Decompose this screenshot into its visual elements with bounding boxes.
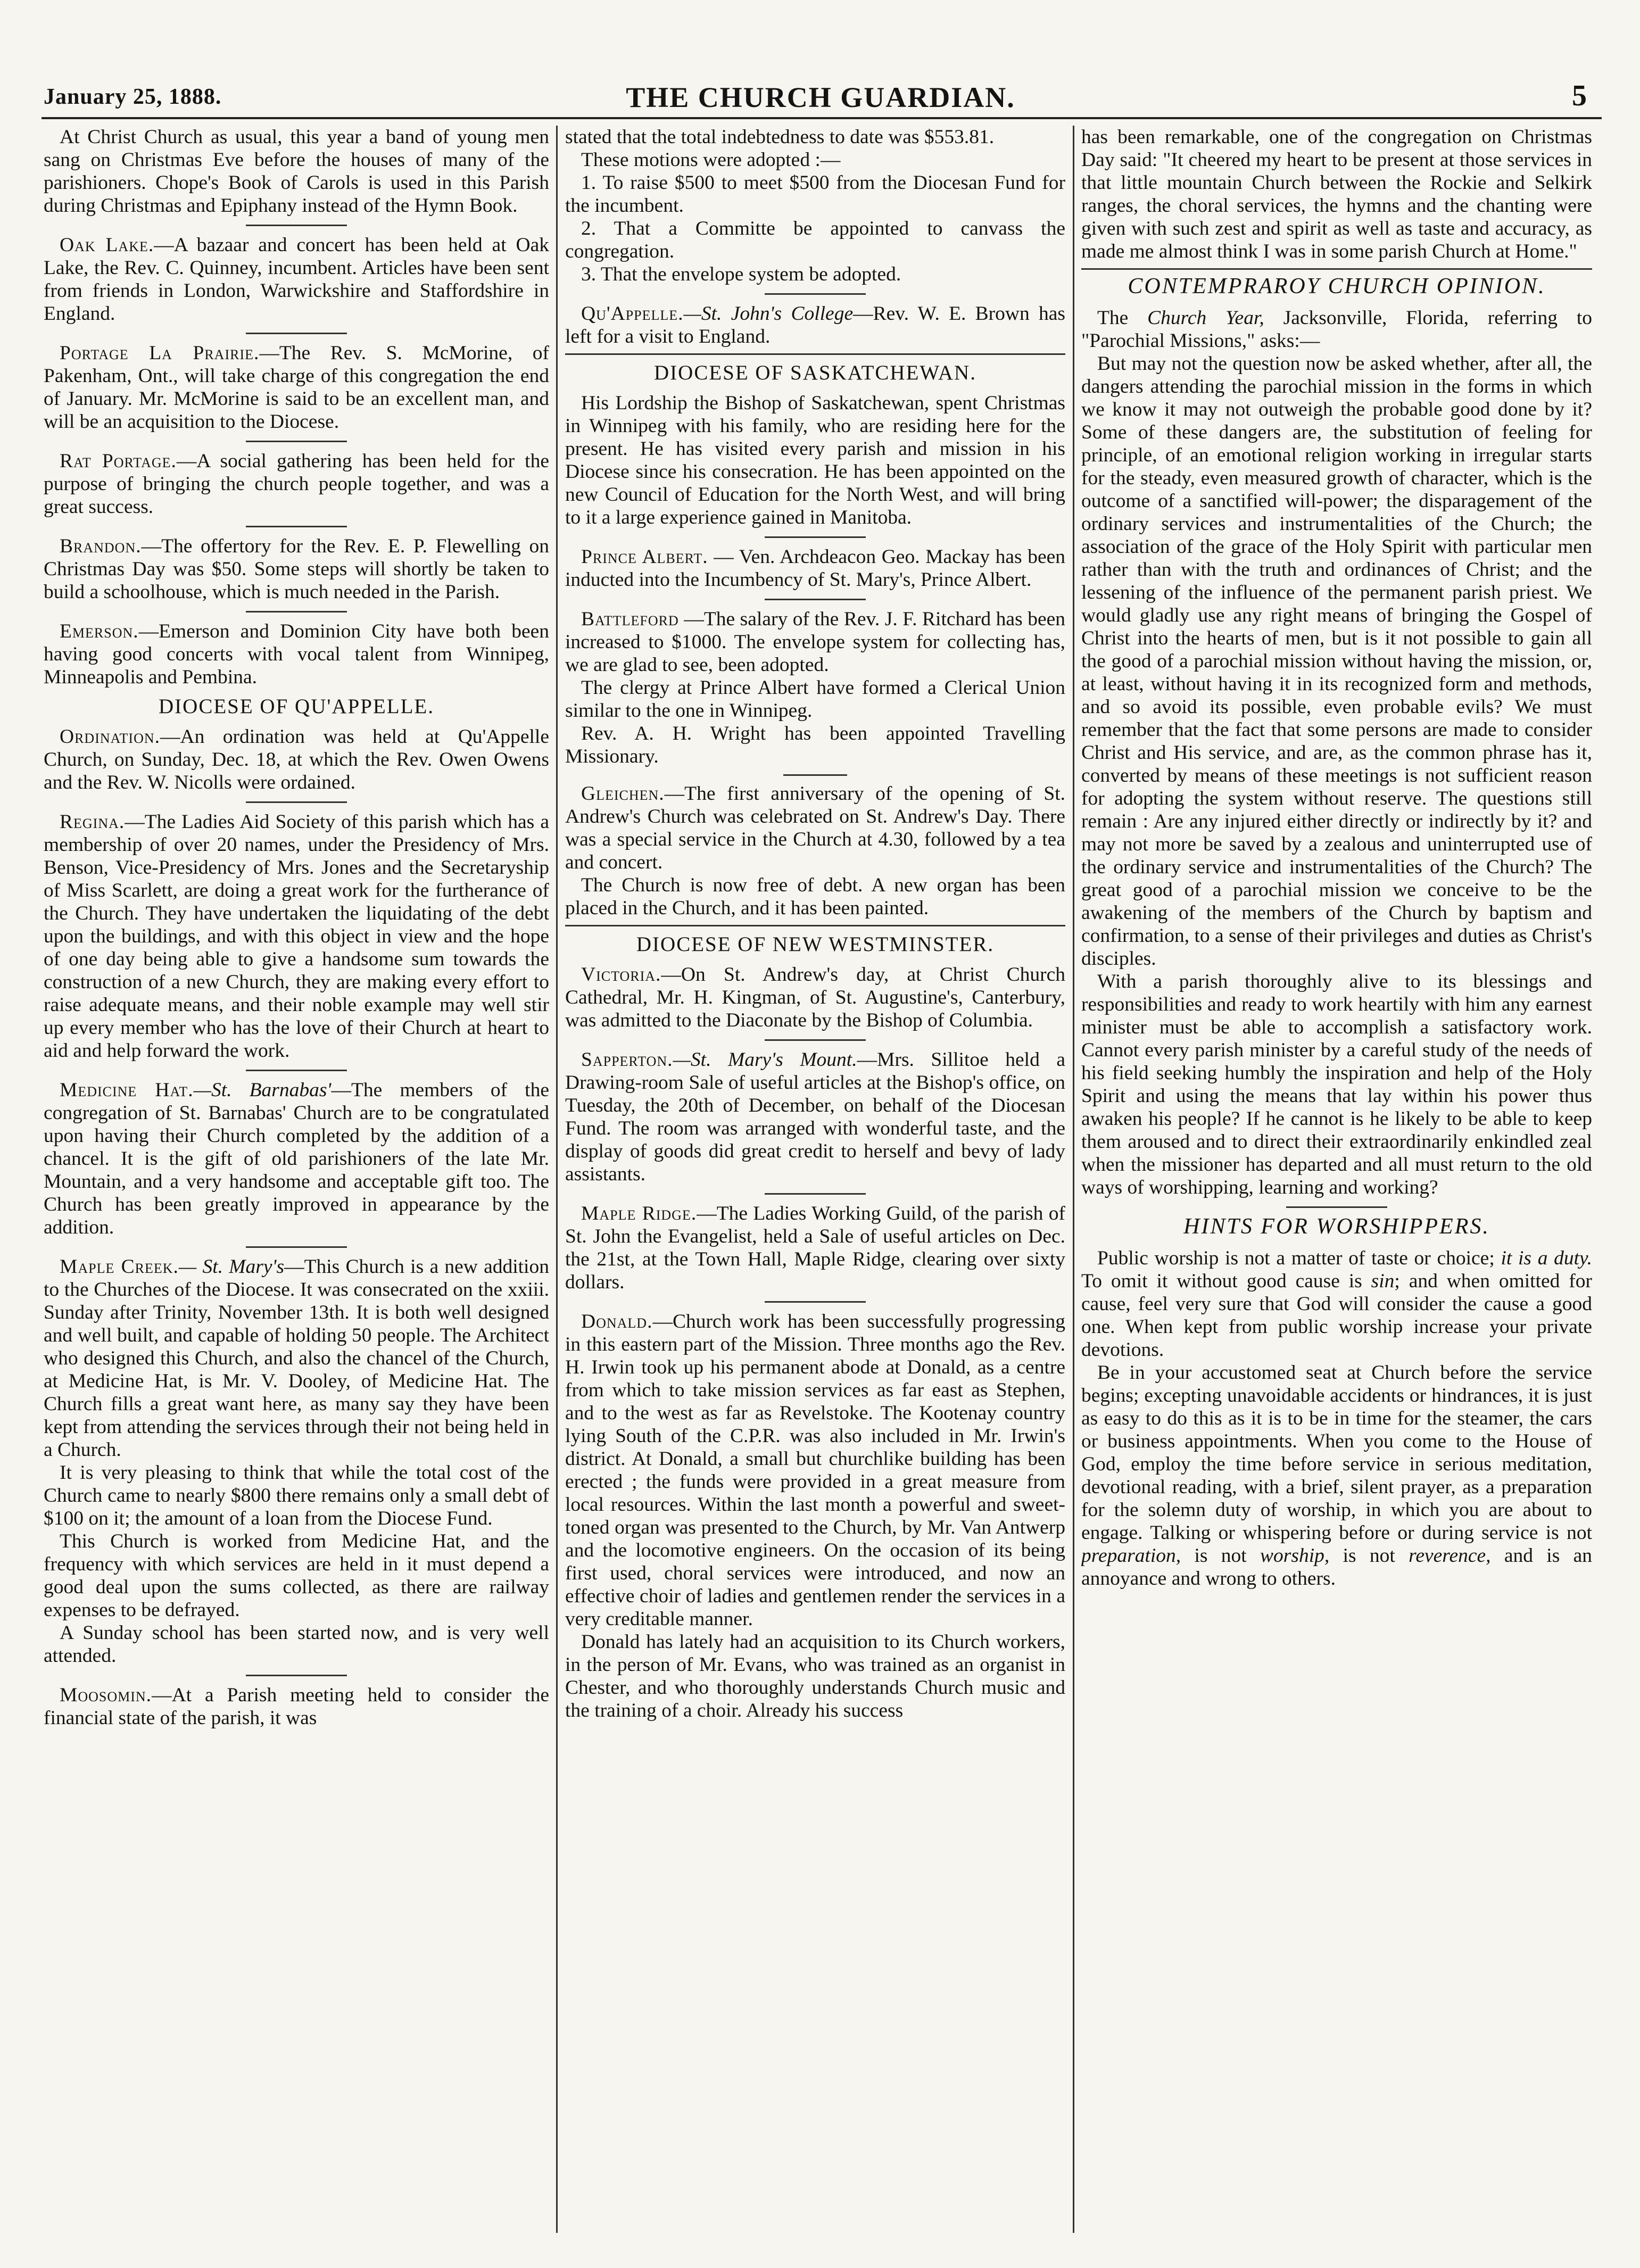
item-text: —Mrs. Sillitoe held a Drawing-room Sale of useful articles at the Bishop's office, on Tuesday, the 20th of December, on behalf of the Diocesan Fund. The room was arranged with wonderful taste, and the display of goods did great credit to herself and bevy of lady assistants. [565, 1049, 1065, 1185]
column-divider-2 [1073, 126, 1074, 2233]
item-text: —An ordination was held at Qu'Appelle Church, on Sunday, Dec. 18, at which the Rev. Owen Owens and the Rev. W. Nicolls were ordained. [44, 726, 549, 793]
item-text: —The Ladies Aid Society of this parish which has a membership of over 20 names, under the Presidency of Mrs. Benson, Vice-Presidency of Mrs. Jones and the Secretaryship of Miss Scarlett, are doing a great work for the furtherance of the Church. They have undertaken the liquidating of the debt upon the buildings, and with this object in view and the hope of one day being able to give a handsome sum towards the construction of a new Church, they are making every effort to raise adequate means, and their noble example may well stir up every member who has the love of their Church at heart to aid and help forward the work. [44, 811, 549, 1062]
parish-paragraph: With a parish thoroughly alive to its blessings and responsibilities and ready to work heartily with him any earnest minister must be able to accomplish a satisfactory work. Cannot every parish minister by a careful study of the needs of his field seeking humbly the inspiration and help of the Holy Spirit and using the means that lay within his power thus awaken his people? If he cannot is he likely to be able to keep them aroused and to direct their extraordinarily enkindled zeal when the missioner has departed and all must return to the old ways of worshipping, learning and working? [1081, 971, 1592, 1198]
item-label: Oak Lake. [60, 234, 154, 256]
item-text: —Emerson and Dominion City have both been having good concerts with vocal talent from Winnipeg, Minneapolis and Pembina. [44, 620, 549, 688]
item-subtitle: —St. John's College [683, 303, 854, 325]
battleford-item [565, 608, 1065, 676]
issue-date: January 25, 1888. [44, 85, 222, 109]
item-label: Qu'Appelle. [581, 303, 684, 325]
emphasis: worship, [1260, 1545, 1330, 1567]
item-label: Victoria. [581, 964, 661, 986]
item-label: Portage La Prairie. [60, 342, 260, 364]
pleasing-paragraph: It is very pleasing to think that while the total cost of the Church came to nearly $800 there remains only a small debt of $100 on it; the amount of a loan from the Diocese Fund. [44, 1462, 549, 1529]
item-label: Maple Ridge. [581, 1203, 697, 1224]
continued-paragraph: has been remarkable, one of the congregation on Christmas Day said: "It cheered my heart to be present at those services in that little mountain Church between the Rockie and Selkirk ranges, the choral services, the hymns and the chanting were given with such zest and spirit as well as taste and accuracy, as made me almost think I was in some parish Church at Home." [1081, 126, 1592, 262]
item-text: —On St. Andrew's day, at Christ Church Cathedral, Mr. H. Kingman, of St. Augustine's, Canterbury, was admitted to the Diaconate by the Bishop of Columbia. [565, 964, 1065, 1031]
item-text: —A bazaar and concert has been held at Oak Lake, the Rev. C. Quinney, incumbent. Articles have been sent from friends in London, Warwickshire and Staffordshire in England. [44, 234, 549, 325]
item-text: —The offertory for the Rev. E. P. Flewelling on Christmas Day was $50. Some steps will shortly be taken to build a schoolhouse, which is much needed in the Parish. [44, 535, 549, 603]
column-1 [44, 126, 549, 2233]
separator [765, 1301, 866, 1303]
section-rule [565, 353, 1065, 355]
item-text: —Rev. W. E. Brown has left for a visit to England. [565, 303, 1065, 347]
intro-text: The [1097, 307, 1148, 329]
motions-paragraph: These motions were adopted :— [581, 149, 841, 171]
lordship-paragraph: His Lordship the Bishop of Saskatchewan, spent Christmas in Winnipeg with his family, who are residing here for the present. He has visited every parish and mission in his Diocese since his consecration. He has been appointed on the new Council of Education for the North West, and will bring to it a large experience gained in Manitoba. [565, 392, 1065, 528]
text-run: To omit it without good cause is [1081, 1270, 1371, 1292]
item-label: Gleichen. [581, 783, 665, 805]
gleichen-item [565, 782, 1065, 874]
oak-lake-item [44, 234, 549, 325]
motion-1: 1. To raise $500 to meet $500 from the Diocesan Fund for the incumbent. [565, 172, 1065, 217]
emphasis: reverence, [1409, 1545, 1491, 1567]
item-text: —The salary of the Rev. J. F. Ritchard has been increased to $1000. The envelope system for collecting has, we are glad to see, been adopted. [565, 608, 1065, 676]
item-label: Battleford [581, 608, 679, 630]
evans-paragraph: Donald has lately had an acquisition to its Church workers, in the person of Mr. Evans, who was trained as an organist in Chester, and who thoroughly understands Church music and the training of a choir. Already his success [565, 1631, 1065, 1721]
publication-name: Church Year, [1147, 307, 1264, 329]
regina-item [44, 810, 549, 1062]
opinion-paragraph: But may not the question now be asked whether, after all, the dangers attending the parochial mission in the forms in which we know it may not outweigh the probable good done by it? Some of these dangers are, the substitution of feeling for principle, of an emotional religion working in irregular starts for the steady, even measured growth of character, which is the outcome of a sanctified will-power; the disparagement of the ordinary services and instrumentalities of the Church; the association of the grace of the Holy Spirit with particular men rather than with the truth and ordinances of Christ; and the lessening of the influence of the permanent parish priest. We would gladly use any right means of bringing the Gospel of Christ into the hearts of men, but is it not possible to gain all the good of a parochial mission without having the mission, or, at least, without having it in its recognized form and methods, and so avoid its possible, even probable evils? We must remember that the fact that some persons are made to consider Christ and His service, and are, as the common phrase has it, converted by means of these meetings is not sufficient reason for adopting the system without reserve. The questions still remain : Are any injured either directly or indirectly by it? and may not more be saved by a zealous and uninterrupted use of the ordinary service and instrumentalities of the Church? The great good of a parochial mission we conceive to be the awakening of the members of the Church by baptism and confirmation, to a sense of their privileges and duties as Christ's disciples. [1081, 353, 1592, 970]
intro-text: Jacksonville, Florida, referring to "Parochial Missions," asks:— [1081, 307, 1592, 352]
victoria-item [565, 963, 1065, 1032]
separator [765, 1039, 866, 1041]
item-label: Sapperton. [581, 1049, 673, 1071]
header-rule [42, 117, 1602, 119]
text-run: Public worship is not a matter of taste or choice; [1097, 1247, 1501, 1269]
item-subtitle: —St. Barnabas' [193, 1079, 332, 1101]
text-run: Be in your accustomed seat at Church before the service begins; excepting unavoidable accidents or hindrances, it is just as easy to do this as it is to be in time for the steamer, the cars or business appointments. When you come to the House of God, employ the time before service in serious meditation, devotional reading, with a brief, silent prayer, as a preparation for the solemn duty of worship, in which you are about to engage. Talking or whispering before or during service is not [1081, 1362, 1592, 1544]
item-text: —Church work has been successfully progressing in this eastern part of the Mission. Three months ago the Rev. H. Irwin took up his permanent abode at Donald, as a centre from which to take mission services as far east as Stephen, and to the west as far as Revelstoke. The Kootenay country lying South of the C.P.R. was also included in Mr. Irwin's district. At Donald, a small but churchlike building has been erected ; the funds were provided in a great measure from local resources. Within the last month a powerful and sweet-toned organ was presented to the Church, by Mr. Van Antwerp and the locomotive engineers. On the occasion of its being first used, choral services were introduced, and now an effective choir of ladies and gentlemen render the services in a very creditable manner. [565, 1311, 1065, 1630]
motion-2: 2. That a Committe be appointed to canvass the congregation. [565, 218, 1065, 262]
separator [765, 599, 866, 600]
continued-paragraph: stated that the total indebtedness to date was $553.81. [565, 126, 995, 148]
page-number: 5 [1572, 79, 1587, 112]
text-run: is not [1181, 1545, 1261, 1567]
separator [246, 333, 347, 334]
separator [783, 774, 847, 776]
item-subtitle: —St. Mary's Mount. [673, 1049, 857, 1071]
masthead [44, 79, 1597, 113]
item-label: Moosomin. [60, 1684, 152, 1706]
column-divider-1 [556, 126, 558, 2233]
text-run: is not [1329, 1545, 1409, 1567]
separator [246, 526, 347, 527]
item-text: —The Rev. S. McMorine, of Pakenham, Ont., will take charge of this congregation the end of January. Mr. McMorine is said to be an excellent man, and will be an acquisition to the Diocese. [44, 342, 549, 433]
separator [246, 1070, 347, 1071]
separator [246, 1246, 347, 1248]
emphasis: preparation, [1081, 1545, 1181, 1567]
clergy-paragraph: The clergy at Prince Albert have formed a Clerical Union similar to the one in Winnipeg. [565, 677, 1065, 722]
section-heading-quappelle: DIOCESE OF QU'APPELLE. [159, 695, 434, 718]
section-rule [1081, 268, 1592, 270]
column-2 [565, 126, 1065, 2233]
christ-church-paragraph: At Christ Church as usual, this year a band of young men sang on Christmas Eve before the houses of many of the parishioners. Chope's Book of Carols is used in this Parish during Christmas and Epiphany instead of the Hymn Book. [44, 126, 549, 217]
section-heading-saskatchewan: DIOCESE OF SASKATCHEWAN. [654, 361, 976, 384]
separator [246, 225, 347, 226]
item-subtitle: — St. Mary's [178, 1256, 285, 1278]
column-3 [1081, 126, 1592, 2233]
emphasis: sin [1371, 1270, 1395, 1292]
separator [765, 1193, 866, 1195]
section-heading-new-westminster: DIOCESE OF NEW WESTMINSTER. [636, 933, 995, 956]
item-label: Rat Portage. [60, 450, 177, 472]
sunday-school-paragraph: A Sunday school has been started now, and is very well attended. [44, 1622, 549, 1667]
item-label: Donald. [581, 1311, 653, 1332]
hints-paragraph-1 [1081, 1247, 1592, 1361]
text-run: and is an annoyance and wrong to others. [1081, 1545, 1592, 1590]
emerson-item [44, 620, 549, 689]
section-heading-church-opinion: CONTEMPRAROY CHURCH OPINION. [1128, 274, 1546, 299]
prince-albert-item [565, 545, 1065, 591]
maple-creek-item [44, 1255, 549, 1461]
separator [765, 536, 866, 538]
item-label: Prince Albert. [581, 546, 708, 568]
item-label: Emerson. [60, 620, 139, 642]
item-text: —The Ladies Working Guild, of the parish of St. John the Evangelist, held a Sale of useful articles on Dec. the 21st, at the Town Hall, Maple Ridge, clearing over sixty dollars. [565, 1203, 1065, 1293]
item-text: —A social gathering has been held for the purpose of bringing the church people together, and was a great success. [44, 450, 549, 518]
item-label: Ordination. [60, 726, 160, 748]
item-text: — Ven. Archdeacon Geo. Mackay has been inducted into the Incumbency of St. Mary's, Prince Albert. [565, 546, 1065, 591]
sapperton-item [565, 1048, 1065, 1186]
separator [246, 801, 347, 803]
moosomin-item [44, 1684, 549, 1729]
separator [246, 611, 347, 612]
item-label: Brandon. [60, 535, 142, 557]
church-year-intro [1081, 307, 1592, 352]
section-rule [565, 925, 1065, 926]
item-label: Maple Creek. [60, 1256, 179, 1278]
medicine-hat-item [44, 1079, 549, 1239]
item-text: —The first anniversary of the opening of St. Andrew's Church was celebrated on St. Andrew's Day. There was a special service in the Church at 4.30, followed by a tea and concert. [565, 783, 1065, 873]
item-text: —This Church is a new addition to the Churches of the Diocese. It was consecrated on the xxiii. Sunday after Trinity, November 13th. It is both well designed and well built, and capable of holding 50 people. The Architect who designed this Church, and also the chancel of the Church, at Medicine Hat, is Mr. V. Dooley, of Medicine Hat. The Church fills a great want here, as many say they have been kept from attending the services through their not being held in a Church. [44, 1256, 549, 1461]
text-run: ; and when omitted for cause, feel very sure that God will consider the cause a good one. When kept from public worship increase your private devotions. [1081, 1270, 1592, 1361]
hints-paragraph-2 [1081, 1361, 1592, 1590]
wright-paragraph: Rev. A. H. Wright has been appointed Travelling Missionary. [565, 723, 1065, 767]
portage-item [44, 342, 549, 433]
separator [1286, 1206, 1387, 1208]
debt-paragraph: The Church is now free of debt. A new organ has been placed in the Church, and it has been painted. [565, 874, 1065, 919]
ordination-item [44, 725, 549, 794]
section-heading-hints: HINTS FOR WORSHIPPERS. [1183, 1214, 1490, 1239]
rat-portage-item [44, 450, 549, 518]
motion-3: 3. That the envelope system be adopted. [581, 263, 901, 285]
brandon-item [44, 535, 549, 603]
separator [246, 1675, 347, 1676]
item-text: —The members of the congregation of St. Barnabas' Church are to be congratulated upon having their Church completed by the addition of a chancel. It is the gift of old parishioners of the late Mr. Mountain, and a very handsome and acceptable gift too. The Church has been greatly improved in appearance by the addition. [44, 1079, 549, 1238]
separator [765, 293, 866, 295]
maple-ridge-item [565, 1202, 1065, 1294]
item-label: Medicine Hat. [60, 1079, 194, 1101]
worked-paragraph: This Church is worked from Medicine Hat, and the frequency with which services are held in it must depend a good deal upon the sums collected, as there are railway expenses to be defrayed. [44, 1530, 549, 1621]
separator [246, 441, 347, 442]
item-text: —At a Parish meeting held to consider the financial state of the parish, it was [44, 1684, 549, 1729]
emphasis: it is a duty. [1501, 1247, 1592, 1269]
newspaper-title: THE CHURCH GUARDIAN. [626, 81, 1015, 113]
donald-item [565, 1310, 1065, 1630]
item-label: Regina. [60, 811, 125, 833]
quappelle-college-item [565, 302, 1065, 348]
